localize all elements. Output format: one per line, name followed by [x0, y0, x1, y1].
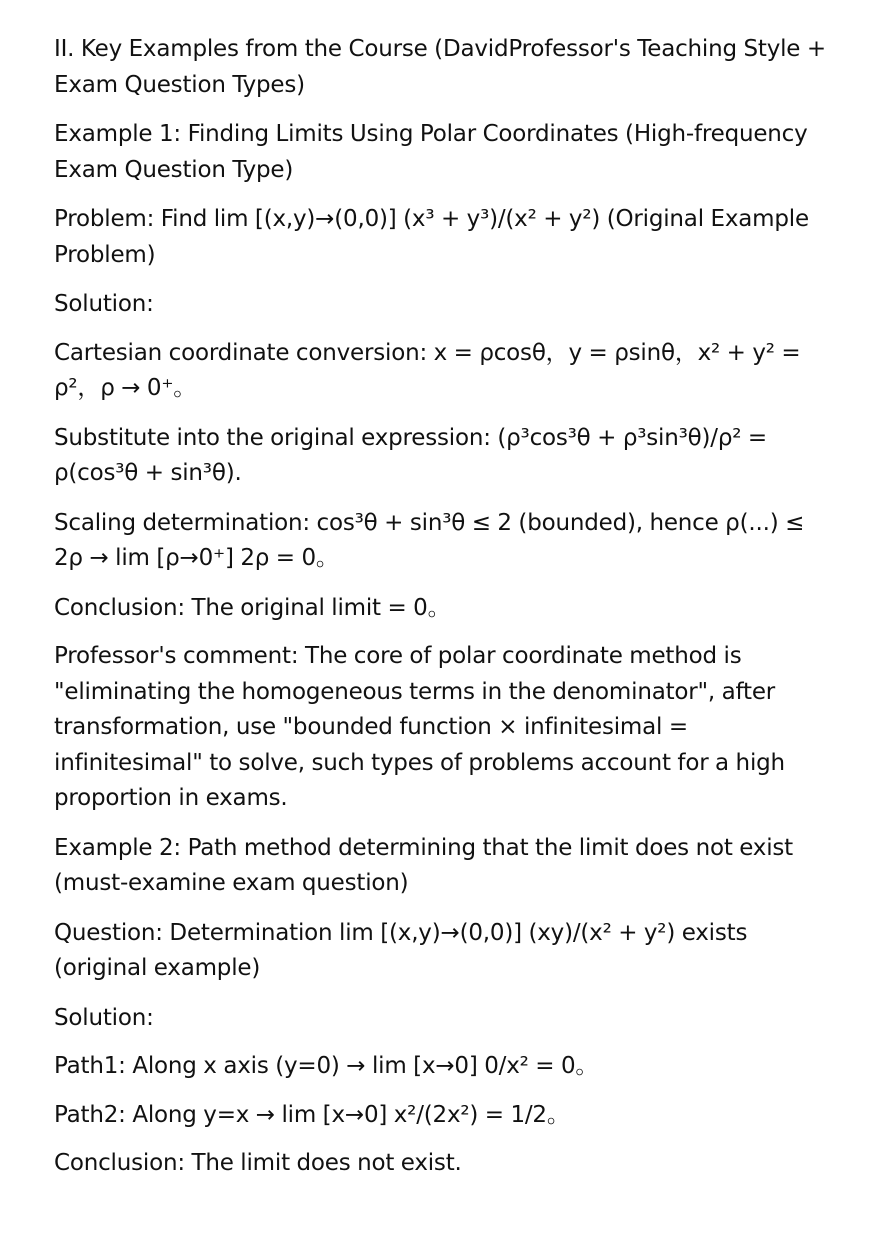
example-1-step-conversion: Cartesian coordinate conversion: x = ρcosθ，y = ρsinθ，x² + y² = ρ²，ρ → 0⁺。	[54, 339, 801, 401]
document-page	[54, 32, 834, 1195]
example-2-question: Question: Determination lim [(x,y)→(0,0)] (xy)/(x² + y²) exists (original example)	[54, 919, 748, 981]
example-2-conclusion: Conclusion: The limit does not exist.	[54, 1150, 462, 1176]
example-1-step-substitute: Substitute into the original expression: (ρ³cos³θ + ρ³sin³θ)/ρ² = ρ(cos³θ + sin³θ).	[54, 424, 767, 486]
example-1-solution-label: Solution:	[54, 291, 154, 317]
section-heading: II. Key Examples from the Course (DavidProfessor's Teaching Style + Exam Question Types)	[54, 36, 826, 98]
example-2-solution-label: Solution:	[54, 1004, 154, 1031]
example-1-step-scaling: Scaling determination: cos³θ + sin³θ ≤ 2 (bounded), hence ρ(...) ≤ 2ρ → lim [ρ→0⁺] 2ρ = 0。	[54, 509, 805, 571]
example-1-problem: Problem: Find lim [(x,y)→(0,0)] (x³ + y³)/(x² + y²) (Original Example Problem)	[54, 206, 809, 268]
example-2-path-2: Path2: Along y=x → lim [x→0] x²/(2x²) = 1/2。	[54, 1101, 570, 1128]
example-1-conclusion: Conclusion: The original limit = 0。	[54, 594, 451, 621]
example-1-heading: Example 1: Finding Limits Using Polar Coordinates (High-frequency Exam Question Type)	[54, 121, 808, 183]
example-2-heading: Example 2: Path method determining that the limit does not exist (must-examine exam question)	[54, 834, 793, 896]
professor-comment: Professor's comment: The core of polar coordinate method is "eliminating the homogeneous terms in the denominator", after transformation, use "bounded function × infinitesimal = infinitesimal" to solve, such types of problems account for a high proportion in exams.	[54, 643, 785, 811]
example-2-path-1: Path1: Along x axis (y=0) → lim [x→0] 0/x² = 0。	[54, 1053, 599, 1079]
